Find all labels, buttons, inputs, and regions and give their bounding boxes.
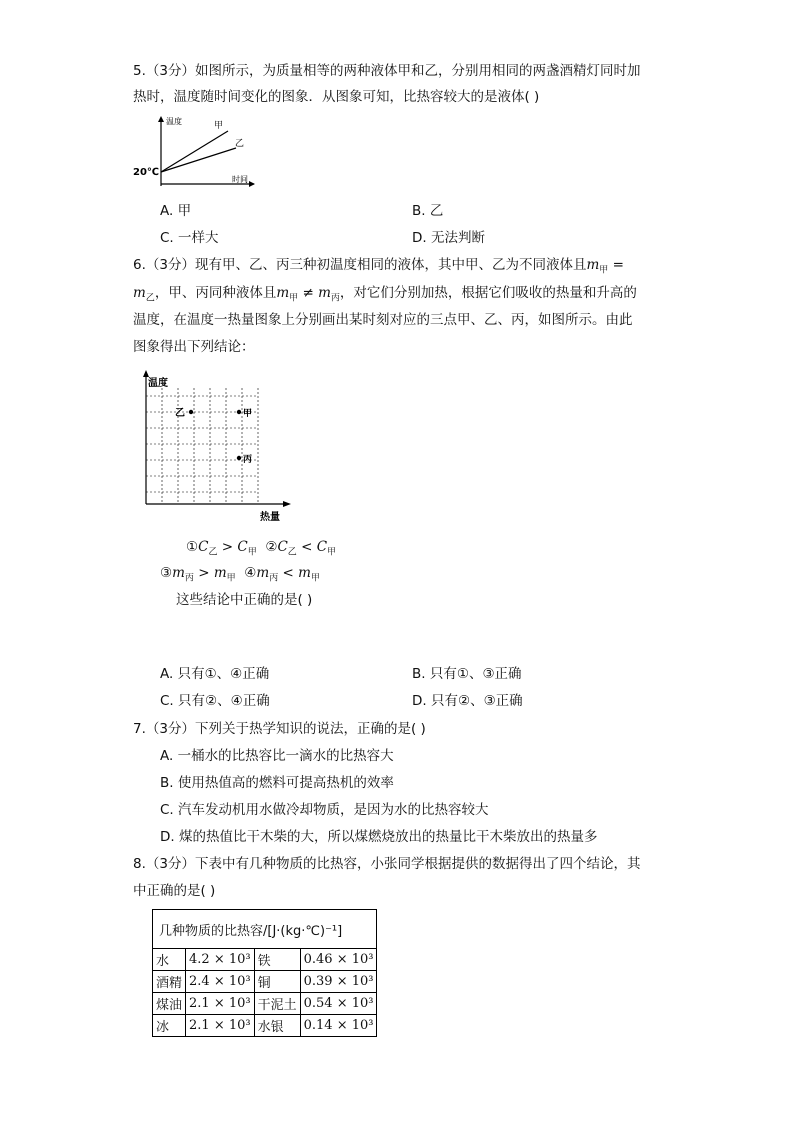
- table-cell: 煤油: [153, 993, 186, 1015]
- table-cell: 酒精: [153, 971, 186, 993]
- table-cell: 干泥土: [254, 993, 300, 1015]
- q5-line-yi: [161, 148, 236, 172]
- table-row: [153, 949, 377, 971]
- q5-x-arrow: [249, 181, 255, 187]
- table-cell: 0.39 × 10³: [300, 971, 377, 993]
- q6-label-bing: 丙: [243, 455, 253, 465]
- q6-option-c: C. 只有②、④正确: [160, 693, 270, 709]
- table-cell: 铁: [254, 949, 300, 971]
- q6-stem-line4: 图象得出下列结论：: [133, 339, 255, 355]
- q6-point-jia: [237, 410, 241, 414]
- table-row: [153, 1015, 377, 1037]
- q6-y-arrow: [143, 370, 149, 377]
- q5-label-yi: 乙: [235, 139, 245, 149]
- q6-point-yi: [189, 410, 193, 414]
- q7-option-b: B. 使用热值高的燃料可提高热机的效率: [160, 775, 394, 791]
- table-cell: 4.2 × 10³: [186, 949, 255, 971]
- q8-stem-line1: 8.（3分）下表中有几种物质的比热容，小张同学根据提供的数据得出了四个结论，其: [133, 856, 641, 872]
- q5-stem-line2: 热时，温度随时间变化的图象．从图象可知，比热容较大的是液体( ): [133, 89, 540, 105]
- table-header-row: [153, 910, 377, 949]
- q6-graph: [128, 368, 298, 524]
- q6-stem-line2: $m_乙$，甲、丙同种液体且$m_甲 \ne m_丙$，对它们分别加热，根据它们吸收的热量和升高的: [133, 285, 637, 304]
- q6-label-yi: 乙: [175, 408, 185, 419]
- q5-y-arrow: [158, 116, 164, 122]
- q6-grid: [146, 388, 258, 502]
- specific-heat-table: [152, 909, 377, 1037]
- table-cell: 0.46 × 10³: [300, 949, 377, 971]
- q6-point-bing: [237, 456, 241, 460]
- table-cell: 2.4 × 10³: [186, 971, 255, 993]
- q6-option-a: A. 只有①、④正确: [160, 666, 270, 682]
- q6-conclusions-3-4: $③m_丙 > m_甲$ $④m_丙 < m_甲$: [160, 565, 320, 584]
- q6-option-b: B. 只有①、③正确: [412, 666, 522, 682]
- q5-stem-line1: 5.（3分）如图所示，为质量相等的两种液体甲和乙，分别用相同的两盏酒精灯同时加: [133, 63, 641, 79]
- q5-line-jia: [161, 131, 228, 172]
- q5-xlabel: 时间: [232, 175, 248, 184]
- table-row: [153, 971, 377, 993]
- table-cell: 0.54 × 10³: [300, 993, 377, 1015]
- q7-option-c: C. 汽车发动机用水做冷却物质，是因为水的比热容较大: [160, 802, 489, 818]
- q5-start-temp: 20℃: [133, 167, 160, 178]
- table-cell: 水: [153, 949, 186, 971]
- table-cell: 2.1 × 10³: [186, 1015, 255, 1037]
- q5-option-a: A. 甲: [160, 203, 192, 219]
- table-cell: 水银: [254, 1015, 300, 1037]
- q6-label-jia: 甲: [243, 409, 253, 419]
- table-row: [153, 993, 377, 1015]
- q7-stem: 7.（3分）下列关于热学知识的说法，正确的是( ): [133, 721, 426, 737]
- q5-graph: [128, 114, 258, 190]
- q6-stem-line3: 温度，在温度一热量图象上分别画出某时刻对应的三点甲、乙、丙，如图所示。由此: [133, 312, 633, 328]
- q6-option-d: D. 只有②、③正确: [412, 693, 523, 709]
- q5-option-c: C. 一样大: [160, 230, 219, 246]
- q5-label-jia: 甲: [214, 121, 224, 131]
- table-cell: 铜: [254, 971, 300, 993]
- q6-conclusions-1-2: $①C_乙 > C_甲$ $②C_乙 < C_甲$: [186, 539, 337, 558]
- table-header: 几种物质的比热容/[J·(kg·℃)⁻¹]: [153, 910, 377, 949]
- q8-stem-line2: 中正确的是( ): [133, 883, 216, 899]
- q7-option-a: A. 一桶水的比热容比一滴水的比热容大: [160, 748, 394, 764]
- q7-option-d: D. 煤的热值比干木柴的大，所以煤燃烧放出的热量比干木柴放出的热量多: [160, 829, 598, 845]
- table-cell: 0.14 × 10³: [300, 1015, 377, 1037]
- q5-option-d: D. 无法判断: [412, 230, 485, 246]
- q5-ylabel: 温度: [166, 117, 182, 126]
- q6-ylabel: 温度: [148, 378, 168, 389]
- q6-conclusion-question: 这些结论中正确的是( ): [176, 592, 313, 608]
- q6-stem-line1: 6.（3分）现有甲、乙、丙三种初温度相同的液体，其中甲、乙为不同液体且$m_甲$ =: [133, 257, 624, 276]
- q6-xlabel: 热量: [260, 512, 280, 523]
- q5-option-b: B. 乙: [412, 203, 444, 219]
- table-cell: 冰: [153, 1015, 186, 1037]
- table-cell: 2.1 × 10³: [186, 993, 255, 1015]
- q6-x-arrow: [283, 501, 291, 507]
